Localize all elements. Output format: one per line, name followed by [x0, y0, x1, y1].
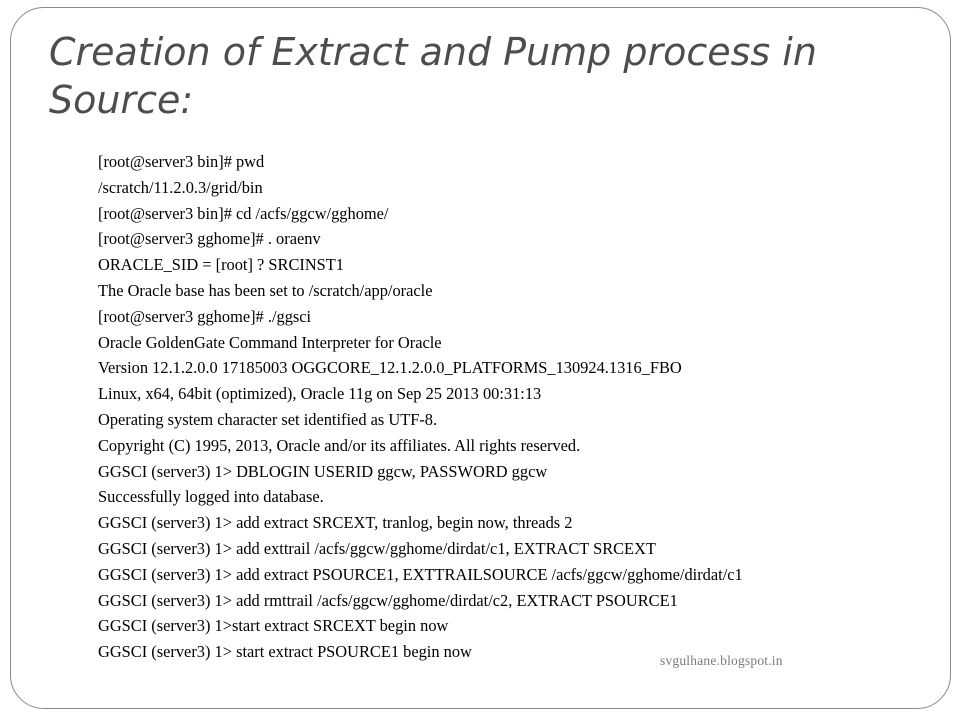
command-line: /scratch/11.2.0.3/grid/bin: [98, 177, 263, 197]
command-line: GGSCI (server3) 1> DBLOGIN USERID ggcw, PASSWORD ggcw: [98, 461, 548, 481]
command-line: Operating system character set identified as UTF-8.: [98, 409, 438, 429]
command-line: Version 12.1.2.0.0 17185003 OGGCORE_12.1.2.0.0_PLATFORMS_130924.1316_FBO: [98, 358, 682, 378]
command-line: ORACLE_SID = [root] ? SRCINST1: [98, 255, 344, 275]
command-line: GGSCI (server3) 1>start extract SRCEXT begin now: [98, 616, 449, 636]
command-line: GGSCI (server3) 1> add rmttrail /acfs/ggcw/gghome/dirdat/c2, EXTRACT PSOURCE1: [98, 590, 678, 610]
command-line: Oracle GoldenGate Command Interpreter for Oracle: [98, 332, 442, 352]
command-line: [root@server3 bin]# pwd: [98, 152, 265, 171]
command-line: Linux, x64, 64bit (optimized), Oracle 11g on Sep 25 2013 00:31:13: [98, 384, 542, 404]
command-line: GGSCI (server3) 1> add exttrail /acfs/ggcw/gghome/dirdat/c1, EXTRACT SRCEXT: [98, 538, 656, 558]
command-line: The Oracle base has been set to /scratch/app/oracle: [98, 280, 433, 300]
command-line: GGSCI (server3) 1> add extract PSOURCE1, EXTTRAILSOURCE /acfs/ggcw/gghome/dirdat/c1: [98, 564, 743, 584]
command-line: GGSCI (server3) 1> add extract SRCEXT, tranlog, begin now, threads 2: [98, 513, 573, 533]
footer-source: svgulhane.blogspot.in: [660, 653, 783, 668]
command-listing: [98, 149, 928, 665]
command-line: Successfully logged into database.: [98, 487, 324, 507]
command-line: Copyright (C) 1995, 2013, Oracle and/or its affiliates. All rights reserved.: [98, 435, 581, 455]
command-line: [root@server3 gghome]# . oraenv: [98, 229, 321, 249]
slide-title: Creation of Extract and Pump process in Source:: [49, 30, 817, 122]
command-line: GGSCI (server3) 1> start extract PSOURCE1 begin now: [98, 642, 472, 662]
command-line: [root@server3 gghome]# ./ggsci: [98, 306, 312, 326]
command-line: [root@server3 bin]# cd /acfs/ggcw/gghome/: [98, 203, 389, 223]
